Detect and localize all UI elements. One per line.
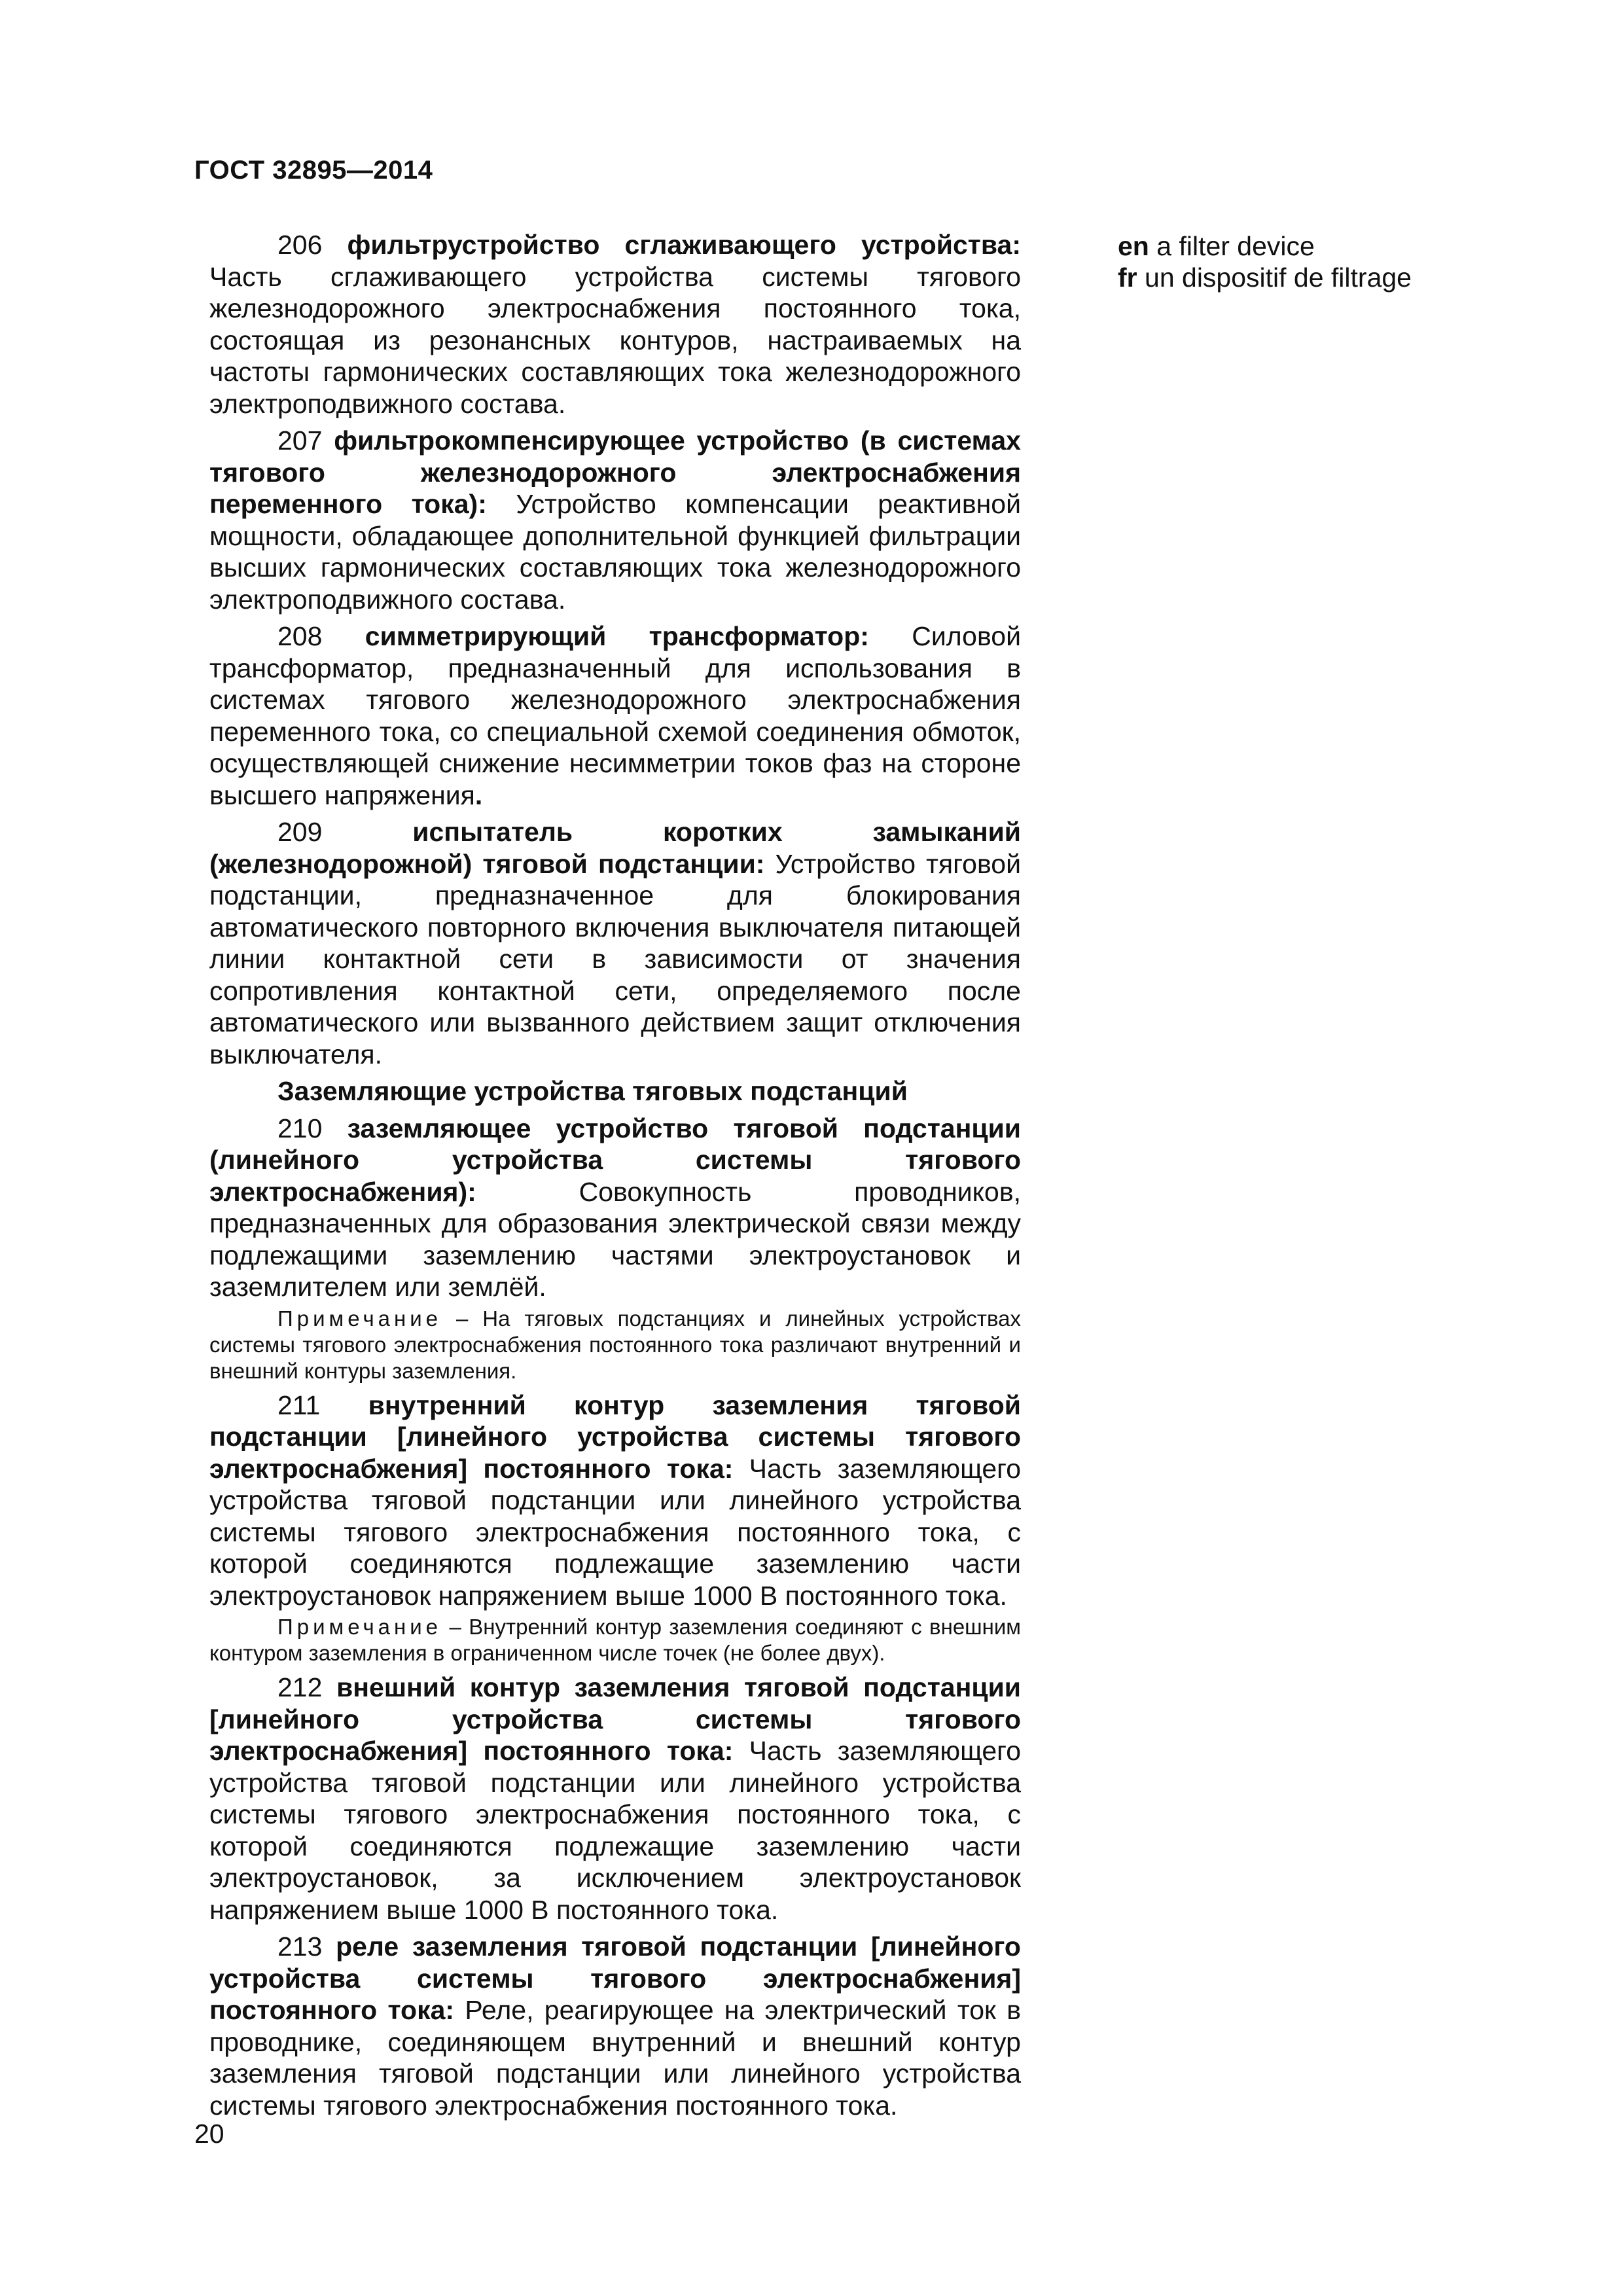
entry-212: 212 внешний контур заземления тяговой подстанции [линейного устройства системы тягового электроснабжения] постоянного тока: Часть заземляющего устройства тяговой подстанции или линейного устройства системы тягового электроснабжения постоянного тока, с которой соединяются подлежащие заземлению части электроустановок, за исключением электроустановок напряжением выше 1000 В постоянного тока. [209,1672,1021,1925]
document-header: ГОСТ 32895—2014 [194,156,433,185]
section-heading: Заземляющие устройства тяговых подстанций [277,1076,908,1106]
main-column [209,229,1021,2121]
entry-209: 209 испытатель коротких замыканий (железнодорожной) тяговой подстанции: Устройство тяговой подстанции, предназначенное для блокирования автоматического повторного включения выключателя питающей линии контактной сети в зависимости от значения сопротивления контактной сети, определяемого после автоматического или вызванного действием защит отключения выключателя. [209,817,1021,1069]
note-210: Примечание – На тяговых подстанциях и линейных устройствах системы тягового электроснабжения постоянного тока различают внутренний и внешний контуры заземления. [209,1306,1021,1383]
entry-208: 208 симметрирующий трансформатор: Силовой трансформатор, предназначенный для использования в системах тягового железнодорожного электроснабжения переменного тока, со специальной схемой соединения обмоток, осуществляющей снижение несимметрии токов фаз на стороне высшего напряжения. [209,621,1021,810]
entry-207: 207 фильтрокомпенсирующее устройство (в системах тягового железнодорожного электроснабжения переменного тока): Устройство компенсации реактивной мощности, обладающее дополнительной функцией фильтрации высших гармонических составляющих тока железнодорожного электроподвижного состава. [209,425,1021,615]
term-en: en a filter device [1118,231,1315,261]
entry-210: 210 заземляющее устройство тяговой подстанции (линейного устройства системы тягового электроснабжения): Совокупность проводников, предназначенных для образования электрической связи между подлежащими заземлению частями электроустановок и заземлителем или землёй. [209,1113,1021,1302]
entry-211: 211 внутренний контур заземления тяговой подстанции [линейного устройства системы тягового электроснабжения] постоянного тока: Часть заземляющего устройства тяговой подстанции или линейного устройства системы тягового электроснабжения постоянного тока, с которой соединяются подлежащие заземлению части электроустановок напряжением выше 1000 В постоянного тока. [209,1390,1021,1611]
entry-206: 206 фильтрустройство сглаживающего устройства: Часть сглаживающего устройства системы тягового железнодорожного электроснабжения постоянного тока, состоящая из резонансных контуров, настраиваемых на частоты гармонических составляющих тока железнодорожного электроподвижного состава. [209,230,1021,419]
term-fr: fr un dispositif de filtrage [1118,262,1412,293]
page-number: 20 [194,2119,224,2149]
entry-213: 213 реле заземления тяговой подстанции [линейного устройства системы тягового электроснабжения] постоянного тока: Реле, реагирующее на электрический ток в проводнике, соединяющем внутренний и внешний контур заземления тяговой подстанции или линейного устройства системы тягового электроснабжения постоянного тока. [209,1931,1022,2121]
foreign-equivalents [1118,230,1412,293]
note-211: Примечание – Внутренний контур заземления соединяют с внешним контуром заземления в ограниченном числе точек (не более двух). [209,1615,1021,1665]
